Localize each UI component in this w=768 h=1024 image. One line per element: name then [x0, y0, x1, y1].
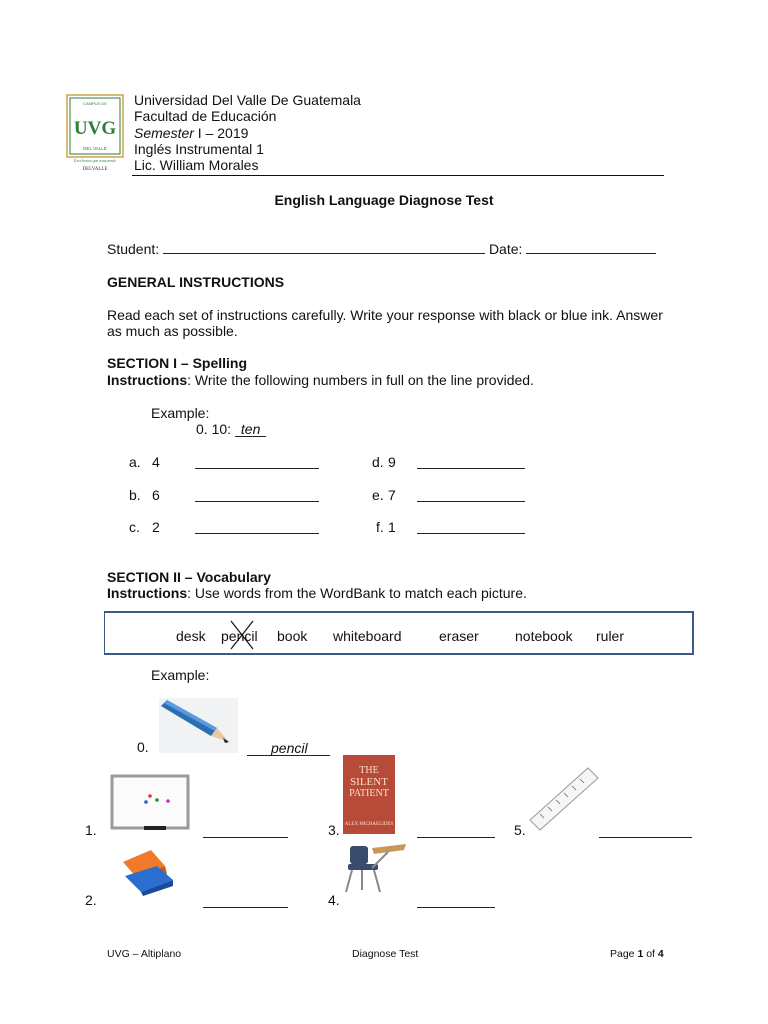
footer-page-word: Page: [610, 948, 635, 960]
picture-number-1: 1.: [85, 822, 97, 838]
general-instructions-heading: GENERAL INSTRUCTIONS: [107, 274, 285, 290]
section2-heading: SECTION II – Vocabulary: [107, 569, 271, 585]
wordbank-word-eraser: eraser: [439, 628, 479, 644]
ruler-picture-icon: [526, 764, 602, 836]
item-d-value: 9: [388, 454, 396, 470]
section1-example-item: [196, 421, 266, 437]
student-label: Student:: [107, 241, 160, 257]
crossed-out-mark-icon: [229, 619, 255, 651]
wordbank-box: [104, 611, 694, 655]
item-a-answer-field[interactable]: [195, 456, 319, 469]
header-divider: [132, 175, 664, 176]
book-title-2: SILENT: [350, 776, 388, 788]
general-instructions-line1: Read each set of instructions carefully. Write your response with black or blue ink. Answer: [107, 307, 663, 323]
section2-instructions-text: : Use words from the WordBank to match each picture.: [187, 585, 527, 601]
item-b-label: b.: [129, 487, 141, 503]
item-f-answer-field[interactable]: [417, 521, 525, 534]
item-a-label: a.: [129, 454, 141, 470]
item-d-answer-field[interactable]: [417, 456, 525, 469]
footer-page-total: 4: [657, 948, 664, 960]
picture-number-4: 4.: [328, 892, 340, 908]
student-date-line: [107, 241, 656, 257]
picture-2-answer-field[interactable]: [203, 895, 288, 908]
whiteboard-picture-icon: [110, 774, 190, 834]
wordbank-word-whiteboard: whiteboard: [333, 628, 402, 644]
picture-number-2: 2.: [85, 892, 97, 908]
book-title-3: PATIENT: [349, 788, 389, 799]
wordbank-word-ruler: ruler: [596, 628, 625, 644]
section1-instructions-text: : Write the following numbers in full on the line provided.: [187, 372, 534, 388]
wordbank-word-book: book: [277, 628, 308, 644]
picture-1-answer-field[interactable]: [203, 825, 288, 838]
eraser-picture-icon: [117, 848, 177, 896]
picture-3-answer-field[interactable]: [417, 825, 495, 838]
desk-picture-icon: [342, 842, 408, 894]
item-c-answer-field[interactable]: [195, 521, 319, 534]
item-f-value: 1: [388, 519, 396, 535]
example-answer: ten: [235, 422, 266, 437]
date-field[interactable]: [526, 241, 656, 254]
example-number: 0. 10:: [196, 421, 232, 437]
teacher-name: Lic. William Morales: [134, 157, 259, 173]
item-e-value: 7: [388, 487, 396, 503]
date-label: Date:: [488, 241, 523, 257]
footer-page-current: 1: [637, 948, 644, 960]
faculty-name: Facultad de Educación: [134, 108, 277, 124]
item-f-label: f.: [376, 519, 384, 535]
example-picture-number: 0.: [137, 739, 149, 755]
university-name: Universidad Del Valle De Guatemala: [134, 92, 361, 108]
example-picture-answer: pencil: [271, 740, 308, 756]
section1-instructions-label: Instructions: [107, 372, 188, 388]
student-name-field[interactable]: [163, 241, 485, 254]
logo-top-text: CAMPUS DE: [83, 101, 107, 106]
picture-5-answer-field[interactable]: [599, 825, 692, 838]
logo-brand: DELVALLE: [82, 167, 108, 172]
university-logo: [66, 94, 124, 172]
semester-label: Semester: [134, 125, 194, 141]
logo-motto: Excelencia que trasciende: [74, 158, 116, 163]
test-title: English Language Diagnose Test: [274, 192, 494, 208]
semester-value: I – 2019: [193, 125, 249, 141]
semester-line: [134, 125, 248, 141]
book-title-1: THE: [359, 765, 379, 776]
logo-letters: UVG: [73, 118, 117, 139]
wordbank-word-pencil: pencil: [221, 628, 258, 644]
item-b-value: 6: [152, 487, 160, 503]
pencil-picture-icon: [159, 698, 238, 753]
book-picture-icon: [343, 755, 395, 834]
item-a-value: 4: [152, 454, 160, 470]
picture-4-answer-field[interactable]: [417, 895, 495, 908]
picture-number-3: 3.: [328, 822, 340, 838]
wordbank-word-notebook: notebook: [515, 628, 573, 644]
section2-example-label: Example:: [151, 667, 210, 683]
wordbank-word-desk: desk: [176, 628, 206, 644]
general-instructions-line2: as much as possible.: [107, 323, 238, 339]
item-d-label: d.: [372, 454, 384, 470]
item-e-answer-field[interactable]: [417, 489, 525, 502]
section2-instructions-label: Instructions: [107, 585, 188, 601]
section1-instructions: [107, 372, 534, 388]
logo-bottom-text: DEL VALLE: [83, 146, 107, 151]
section2-instructions: [107, 585, 527, 601]
footer-of-word: of: [646, 948, 655, 960]
footer-page-number: [610, 948, 664, 960]
section1-example-label: Example:: [151, 405, 210, 421]
section1-heading: SECTION I – Spelling: [107, 355, 248, 371]
footer-left: UVG – Altiplano: [107, 948, 182, 960]
footer-center: Diagnose Test: [352, 948, 419, 960]
item-c-label: c.: [129, 519, 140, 535]
picture-number-5: 5.: [514, 822, 526, 838]
example-picture-answer-line: [247, 740, 330, 756]
item-e-label: e.: [372, 487, 384, 503]
item-b-answer-field[interactable]: [195, 489, 319, 502]
book-author: ALEX MICHAELIDES: [344, 822, 394, 827]
item-c-value: 2: [152, 519, 160, 535]
course-name: Inglés Instrumental 1: [134, 141, 264, 157]
